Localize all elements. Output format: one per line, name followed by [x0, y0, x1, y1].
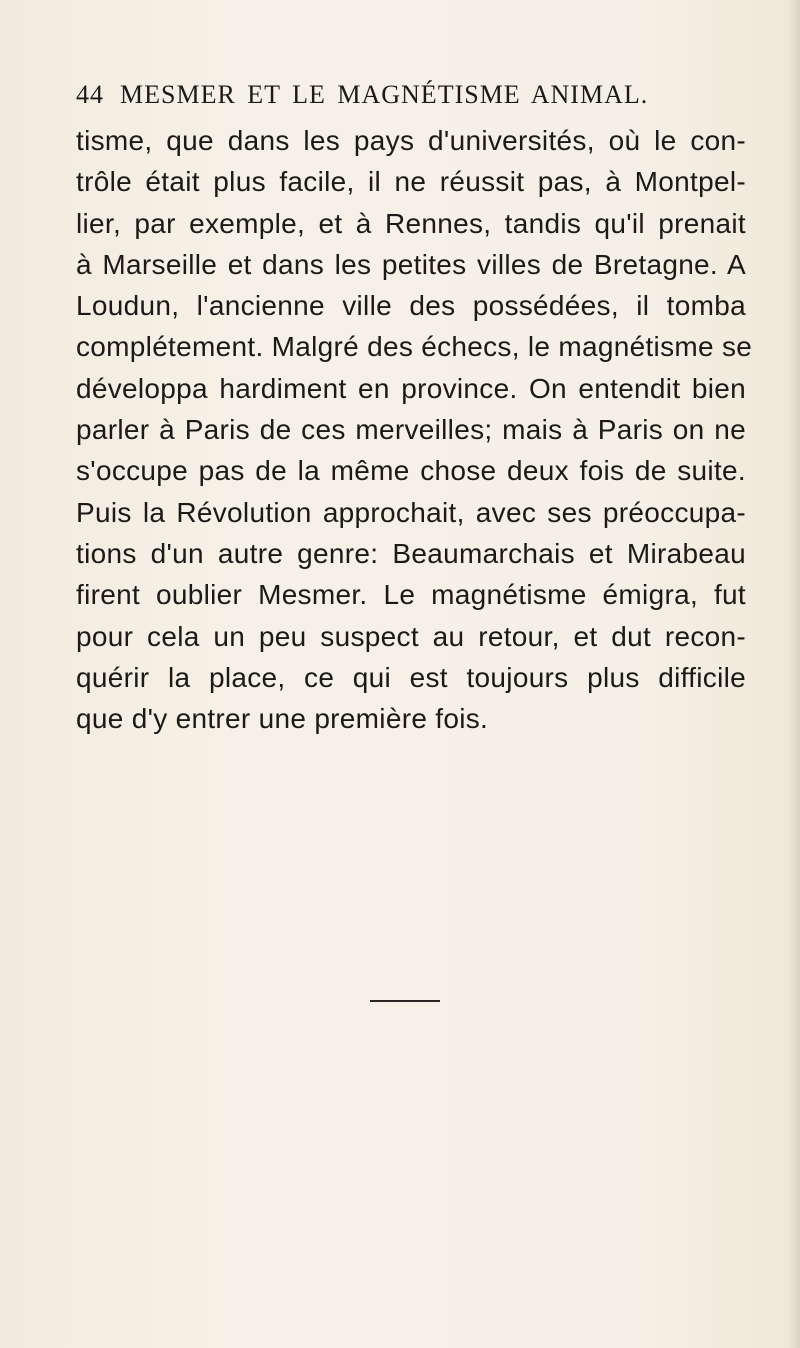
text-line: tisme, que dans les pays d'universités, où le con- [76, 125, 746, 156]
text-line: lier, par exemple, et à Rennes, tandis qu'il prenait [76, 207, 746, 239]
text-line: que d'y entrer une première fois. [76, 703, 489, 735]
body-text [76, 120, 753, 739]
text-line: firent oublier Mesmer. Le magnétisme émigra, fut [76, 579, 746, 611]
text-line: trôle était plus facile, il ne réussit pas, à Montpel- [76, 166, 746, 198]
text-line: développa hardiment en province. On entendit bien [76, 372, 746, 404]
text-line: complétement. Malgré des échecs, le magnétisme se [76, 331, 753, 363]
page-number: 44 [76, 80, 104, 109]
page-edge-shadow [788, 0, 800, 1348]
text-line: Puis la Révolution approchait, avec ses préoccupa- [76, 496, 746, 528]
text-line: parler à Paris de ces merveilles; mais à Paris on ne [76, 414, 746, 446]
text-line: quérir la place, ce qui est toujours plus difficile [76, 661, 746, 693]
text-line: pour cela un peu suspect au retour, et dut recon- [76, 620, 746, 652]
text-line: s'occupe pas de la même chose deux fois de suite. [76, 455, 746, 487]
running-head [76, 80, 676, 116]
running-title: MESMER ET LE MAGNÉTISME ANIMAL. [120, 80, 649, 109]
section-rule [370, 1000, 440, 1002]
text-line: à Marseille et dans les petites villes de Bretagne. A [76, 248, 746, 280]
text-line: tions d'un autre genre: Beaumarchais et Mirabeau [76, 537, 746, 569]
text-line: Loudun, l'ancienne ville des possédées, il tomba [76, 290, 746, 322]
